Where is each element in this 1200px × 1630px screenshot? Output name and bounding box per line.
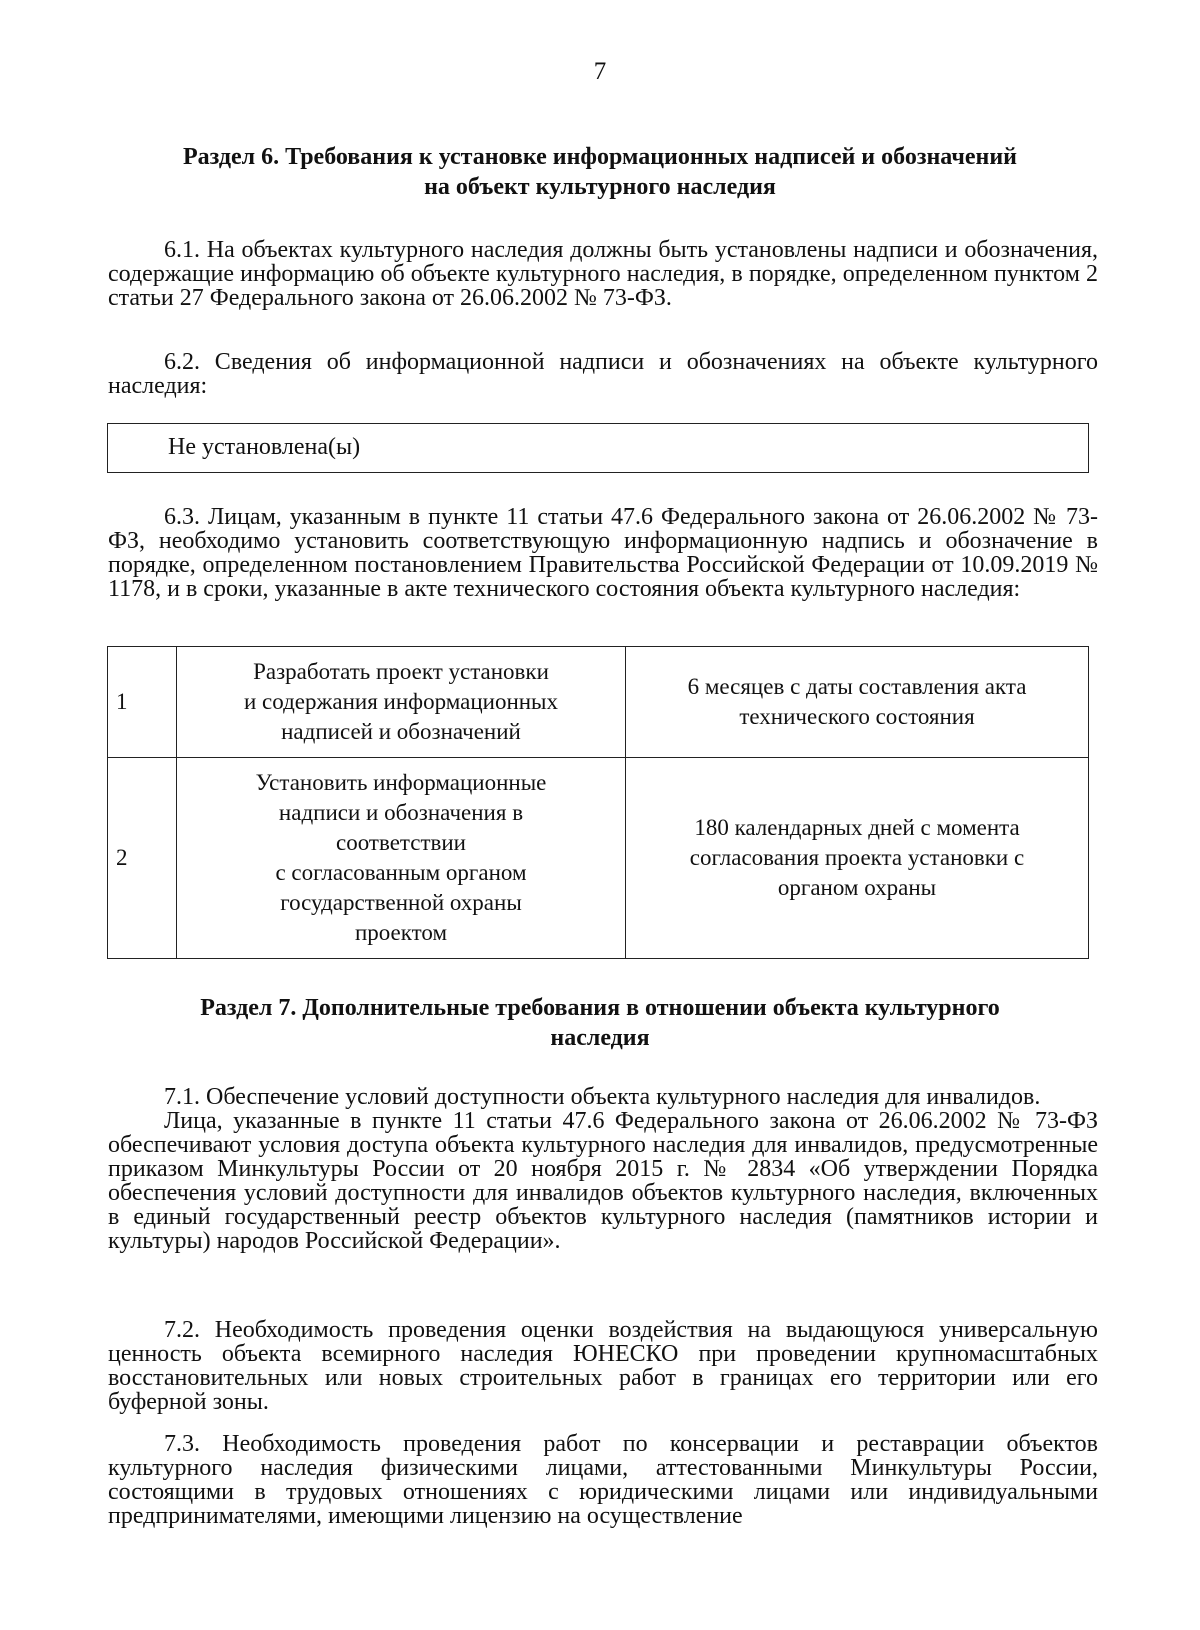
row-deadline — [626, 758, 1089, 959]
section7-title-line2: наследия — [550, 1025, 650, 1051]
action-line: надписи и обозначения в — [278, 800, 524, 825]
paragraph-7-2 — [108, 1318, 1098, 1414]
requirements-table — [107, 646, 1089, 959]
deadline-line: согласования проекта установки с — [689, 845, 1025, 870]
paragraph-6-3-text: 6.3. Лицам, указанным в пункте 11 статьи 47.6 Федерального закона от 26.06.2002 № 73-ФЗ, необходимо установить соответствующую информационную надпись и обозначение в порядке, определенном постановлением Правительства Российской Федерации от 10.09.2019 № 1178, и в сроки, указанные в акте технического состояния объекта культурного наследия: — [108, 504, 1098, 602]
paragraph-6-2-text: 6.2. Сведения об информационной надписи и обозначениях на объекте культурного наследия: — [108, 349, 1098, 399]
deadline-line: 180 календарных дней с момента — [694, 815, 1020, 840]
inscription-status-box: Не установлена(ы) — [107, 423, 1089, 473]
paragraph-7-3 — [108, 1432, 1098, 1528]
paragraph-6-1 — [108, 238, 1098, 310]
table-row — [108, 758, 1089, 959]
paragraph-7-1 — [108, 1085, 1098, 1253]
action-line: Разработать проект установки — [253, 659, 549, 684]
table-row — [108, 647, 1089, 758]
action-line: Установить информационные — [255, 770, 547, 795]
paragraph-7-1-body: Лица, указанные в пункте 11 статьи 47.6 Федерального закона от 26.06.2002 № 73-ФЗ обеспечивают условия доступа объекта культурного наследия для инвалидов, предусмотренные приказом Минкультуры России от 20 ноября 2015 г. № 2834 «Об утверждении Порядка обеспечения условий доступности для инвалидов объектов культурного наследия, включенных в единый государственный реестр объектов культурного наследия (памятников истории и культуры) народов Российской Федерации». — [108, 1108, 1098, 1254]
action-line: проектом — [354, 920, 448, 945]
row-number: 1 — [108, 647, 177, 758]
page-number: 7 — [593, 58, 607, 85]
section6-title-line2: на объект культурного наследия — [424, 174, 776, 200]
action-line: государственной охраны — [280, 890, 522, 915]
paragraph-7-2-text: 7.2. Необходимость проведения оценки воздействия на выдающуюся универсальную ценность объекта всемирного наследия ЮНЕСКО при проведении крупномасштабных восстановительных или новых строительных работ в границах его территории или его буферной зоны. — [108, 1317, 1098, 1415]
paragraph-7-1-text: 7.1. Обеспечение условий доступности объекта культурного наследия для инвалидов. — [164, 1084, 1041, 1110]
paragraph-6-3 — [108, 505, 1098, 601]
row-number: 2 — [108, 758, 177, 959]
deadline-line: 6 месяцев с даты составления акта — [687, 674, 1027, 699]
action-line: и содержания информационных — [243, 689, 559, 714]
deadline-line: технического состояния — [739, 704, 975, 729]
section7-title-line1: Раздел 7. Дополнительные требования в отношении объекта культурного — [200, 995, 1000, 1021]
row-action — [177, 758, 626, 959]
section6-title — [100, 142, 1100, 202]
section6-title-line1: Раздел 6. Требования к установке информационных надписей и обозначений — [182, 144, 1018, 170]
action-line: с согласованным органом — [275, 860, 527, 885]
row-deadline — [626, 647, 1089, 758]
paragraph-6-2 — [108, 350, 1098, 398]
action-line: соответствии — [336, 830, 466, 855]
action-line: надписей и обозначений — [281, 719, 521, 744]
paragraph-6-1-text: 6.1. На объектах культурного наследия должны быть установлены надписи и обозначения, содержащие информацию об объекте культурного наследия, в порядке, определенном пунктом 2 статьи 27 Федерального закона от 26.06.2002 № 73-ФЗ. — [108, 237, 1098, 311]
deadline-line: органом охраны — [777, 875, 937, 900]
row-action — [177, 647, 626, 758]
section7-title — [100, 993, 1100, 1053]
paragraph-7-3-text: 7.3. Необходимость проведения работ по консервации и реставрации объектов культурного наследия физическими лицами, аттестованными Минкультуры России, состоящими в трудовых отношениях с юридическими лицами или индивидуальными предпринимателями, имеющими лицензию на осуществление — [108, 1431, 1098, 1529]
